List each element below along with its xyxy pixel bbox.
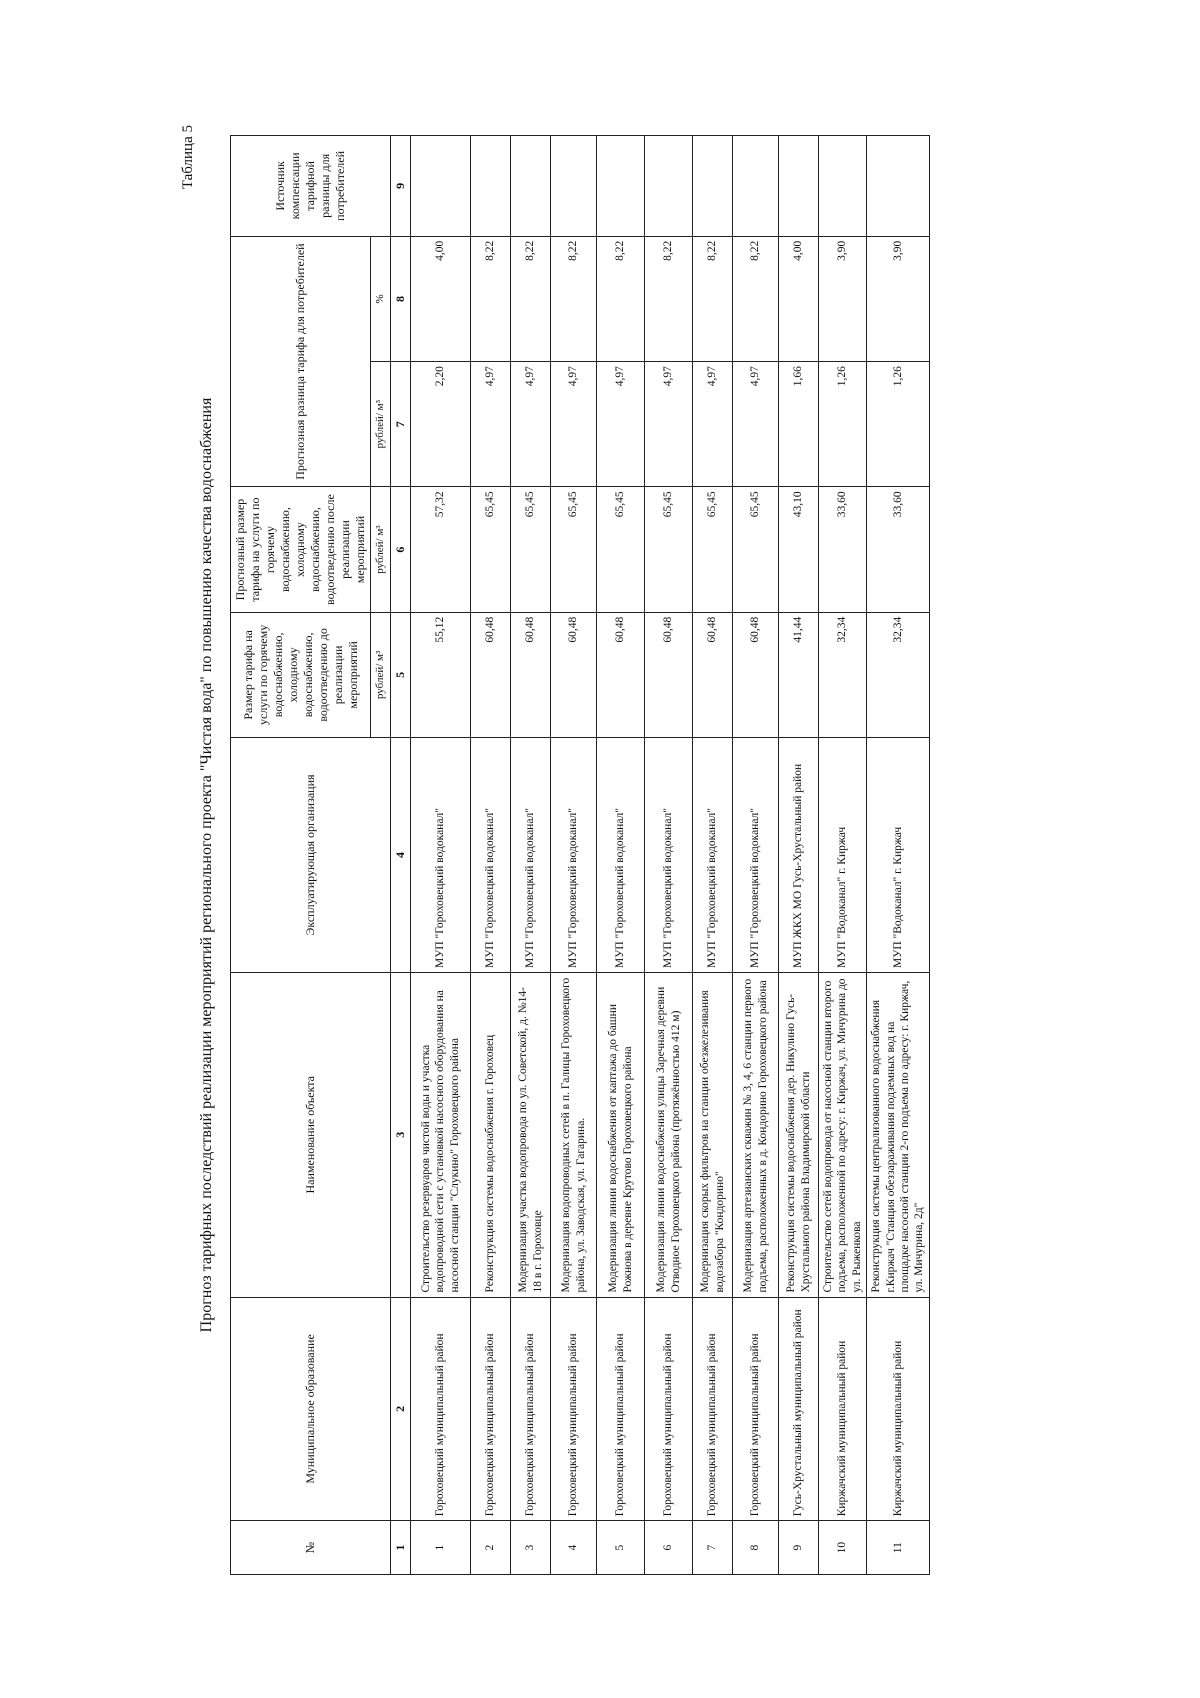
organization-cell: МУП "Гороховецкий водоканал" <box>411 738 471 973</box>
diff-pct-cell: 8,22 <box>471 236 511 361</box>
tariff-table <box>230 135 930 1575</box>
organization-cell: МУП "Гороховецкий водоканал" <box>471 738 511 973</box>
tariff-before-cell: 60,48 <box>645 612 693 737</box>
unit-before: рублей/ м³ <box>371 612 391 737</box>
tariff-after-cell: 65,45 <box>645 487 693 612</box>
header-municipality: Муниципальное образование <box>231 1297 391 1521</box>
municipality-cell: Гороховецкий муниципальный район <box>411 1297 471 1521</box>
column-number: 3 <box>391 973 411 1298</box>
row-number: 6 <box>645 1521 693 1575</box>
source-cell <box>411 136 471 237</box>
diff-rub-cell: 4,97 <box>551 362 597 487</box>
organization-cell: МУП "Гороховецкий водоканал" <box>597 738 645 973</box>
row-number: 7 <box>693 1521 733 1575</box>
diff-pct-cell: 8,22 <box>597 236 645 361</box>
municipality-cell: Гороховецкий муниципальный район <box>645 1297 693 1521</box>
diff-rub-cell: 1,26 <box>819 362 867 487</box>
object-cell: Модернизация скорых фильтров на станции обезжелезивания водозабора "Кондорино" <box>693 973 733 1298</box>
source-cell <box>471 136 511 237</box>
table-row <box>819 136 867 1575</box>
row-number: 11 <box>867 1521 930 1575</box>
organization-cell: МУП "Гороховецкий водоканал" <box>645 738 693 973</box>
municipality-cell: Гороховецкий муниципальный район <box>511 1297 551 1521</box>
source-cell <box>551 136 597 237</box>
diff-rub-cell: 4,97 <box>597 362 645 487</box>
diff-rub-cell: 1,26 <box>867 362 930 487</box>
tariff-after-cell: 43,10 <box>779 487 819 612</box>
tariff-before-cell: 60,48 <box>733 612 779 737</box>
table-row <box>645 136 693 1575</box>
header-source: Источник компенсации тарифной разницы для потребителей <box>231 136 391 237</box>
municipality-cell: Гороховецкий муниципальный район <box>597 1297 645 1521</box>
object-cell: Строительство сетей водопровода от насосной станции второго подъема, расположенной по адресу: г. Киржач, ул. Мичурина до ул. Рыженкова <box>819 973 867 1298</box>
municipality-cell: Гороховецкий муниципальный район <box>471 1297 511 1521</box>
header-num: № <box>231 1521 391 1575</box>
unit-diff-rub: рублей/ м³ <box>371 362 391 487</box>
header-tariff-before: Размер тарифа на услуги по горячему водоснабжению, холодному водоснабжению, водоотведению до реализации мероприятий <box>231 612 371 737</box>
column-number: 2 <box>391 1297 411 1521</box>
diff-rub-cell: 4,97 <box>733 362 779 487</box>
source-cell <box>819 136 867 237</box>
organization-cell: МУП "Гороховецкий водоканал" <box>511 738 551 973</box>
table-row <box>867 136 930 1575</box>
source-cell <box>511 136 551 237</box>
object-cell: Строительство резервуаров чистой воды и участка водопроводной сети с установкой насосного оборудования на насосной станции "Слукино" Гороховецкого района <box>411 973 471 1298</box>
column-number: 4 <box>391 738 411 973</box>
tariff-before-cell: 41,44 <box>779 612 819 737</box>
source-cell <box>733 136 779 237</box>
table-row <box>411 136 471 1575</box>
unit-after: рублей/ м³ <box>371 487 391 612</box>
diff-pct-cell: 4,00 <box>411 236 471 361</box>
row-number: 1 <box>411 1521 471 1575</box>
tariff-before-cell: 60,48 <box>597 612 645 737</box>
municipality-cell: Гусь-Хрустальный муниципальный район <box>779 1297 819 1521</box>
header-tariff-after: Прогнозный размер тарифа на услуги по горячему водоснабжению, холодному водоснабжению, водоотведению после реализации мероприятий <box>231 487 371 612</box>
row-number: 4 <box>551 1521 597 1575</box>
object-cell: Модернизация линии водоснабжения улицы Заречная деревни Отводное Гороховецкого района (протяжённостью 412 м) <box>645 973 693 1298</box>
tariff-after-cell: 33,60 <box>867 487 930 612</box>
table-label: Таблица 5 <box>180 125 196 190</box>
unit-diff-pct: % <box>371 236 391 361</box>
object-cell: Модернизация участка водопровода по ул. Советской, д. №14-18 в г. Гороховце <box>511 973 551 1298</box>
table-row <box>511 136 551 1575</box>
object-cell: Модернизация линии водоснабжения от каптажа до башни Рожнова в деревне Крутово Гороховецкого района <box>597 973 645 1298</box>
row-number: 10 <box>819 1521 867 1575</box>
diff-pct-cell: 8,22 <box>693 236 733 361</box>
organization-cell: МУП "Водоканал" г. Киржач <box>819 738 867 973</box>
diff-rub-cell: 4,97 <box>693 362 733 487</box>
municipality-cell: Гороховецкий муниципальный район <box>551 1297 597 1521</box>
object-cell: Реконструкция системы водоснабжения г. Гороховец <box>471 973 511 1298</box>
page-title: Прогноз тарифных последствий реализации мероприятий регионального проекта "Чистая вода" по повышению качества водоснабжения <box>198 397 215 1333</box>
row-number: 2 <box>471 1521 511 1575</box>
tariff-after-cell: 65,45 <box>471 487 511 612</box>
tariff-after-cell: 33,60 <box>819 487 867 612</box>
source-cell <box>645 136 693 237</box>
header-difference: Прогнозная разница тарифа для потребителей <box>231 236 371 487</box>
diff-rub-cell: 4,97 <box>511 362 551 487</box>
table-row <box>471 136 511 1575</box>
municipality-cell: Киржачский муниципальный район <box>819 1297 867 1521</box>
table-row <box>693 136 733 1575</box>
diff-pct-cell: 3,90 <box>867 236 930 361</box>
column-number: 7 <box>391 362 411 487</box>
object-cell: Реконструкция системы водоснабжения дер. Никулино Гусь-Хрустального района Владимирской области <box>779 973 819 1298</box>
tariff-after-cell: 65,45 <box>733 487 779 612</box>
source-cell <box>693 136 733 237</box>
diff-pct-cell: 4,00 <box>779 236 819 361</box>
organization-cell: МУП "Гороховецкий водоканал" <box>551 738 597 973</box>
tariff-before-cell: 60,48 <box>471 612 511 737</box>
source-cell <box>867 136 930 237</box>
organization-cell: МУП "Гороховецкий водоканал" <box>693 738 733 973</box>
object-cell: Реконструкция системы централизованного водоснабжения г.Киржач "Станция обеззараживания подземных вод на площадке насосной станции 2-го подъема по адресу: г. Киржач, ул. Мичурина, 2д" <box>867 973 930 1298</box>
diff-rub-cell: 4,97 <box>471 362 511 487</box>
diff-pct-cell: 8,22 <box>551 236 597 361</box>
table-row <box>551 136 597 1575</box>
tariff-after-cell: 65,45 <box>597 487 645 612</box>
column-number: 5 <box>391 612 411 737</box>
municipality-cell: Киржачский муниципальный район <box>867 1297 930 1521</box>
column-number: 8 <box>391 236 411 361</box>
municipality-cell: Гороховецкий муниципальный район <box>693 1297 733 1521</box>
object-cell: Модернизация водопроводных сетей в п. Галицы Гороховецкого района, ул. Заводская, ул. Гагарина. <box>551 973 597 1298</box>
tariff-before-cell: 60,48 <box>551 612 597 737</box>
tariff-before-cell: 32,34 <box>867 612 930 737</box>
header-object: Наименование объекта <box>231 973 391 1298</box>
column-number: 1 <box>391 1521 411 1575</box>
municipality-cell: Гороховецкий муниципальный район <box>733 1297 779 1521</box>
row-number: 8 <box>733 1521 779 1575</box>
source-cell <box>597 136 645 237</box>
tariff-after-cell: 65,45 <box>693 487 733 612</box>
source-cell <box>779 136 819 237</box>
header-organization: Эксплуатирующая организация <box>231 738 391 973</box>
tariff-after-cell: 57,32 <box>411 487 471 612</box>
diff-pct-cell: 8,22 <box>511 236 551 361</box>
tariff-after-cell: 65,45 <box>551 487 597 612</box>
table-row <box>597 136 645 1575</box>
tariff-before-cell: 55,12 <box>411 612 471 737</box>
row-number: 9 <box>779 1521 819 1575</box>
diff-rub-cell: 2,20 <box>411 362 471 487</box>
object-cell: Модернизация артезианских скважин № 3, 4, 6 станции первого подъема, расположенных в д. Кондорино Гороховецкого района <box>733 973 779 1298</box>
rotated-page <box>160 105 1150 1625</box>
diff-pct-cell: 8,22 <box>645 236 693 361</box>
diff-rub-cell: 1,66 <box>779 362 819 487</box>
tariff-after-cell: 65,45 <box>511 487 551 612</box>
column-number: 9 <box>391 136 411 237</box>
row-number: 5 <box>597 1521 645 1575</box>
column-number: 6 <box>391 487 411 612</box>
table-row <box>779 136 819 1575</box>
tariff-before-cell: 60,48 <box>693 612 733 737</box>
tariff-before-cell: 32,34 <box>819 612 867 737</box>
diff-rub-cell: 4,97 <box>645 362 693 487</box>
organization-cell: МУП ЖКХ МО Гусь-Хрустальный район <box>779 738 819 973</box>
diff-pct-cell: 3,90 <box>819 236 867 361</box>
organization-cell: МУП "Гороховецкий водоканал" <box>733 738 779 973</box>
table-row <box>733 136 779 1575</box>
organization-cell: МУП "Водоканал" г. Киржач <box>867 738 930 973</box>
tariff-before-cell: 60,48 <box>511 612 551 737</box>
diff-pct-cell: 8,22 <box>733 236 779 361</box>
row-number: 3 <box>511 1521 551 1575</box>
